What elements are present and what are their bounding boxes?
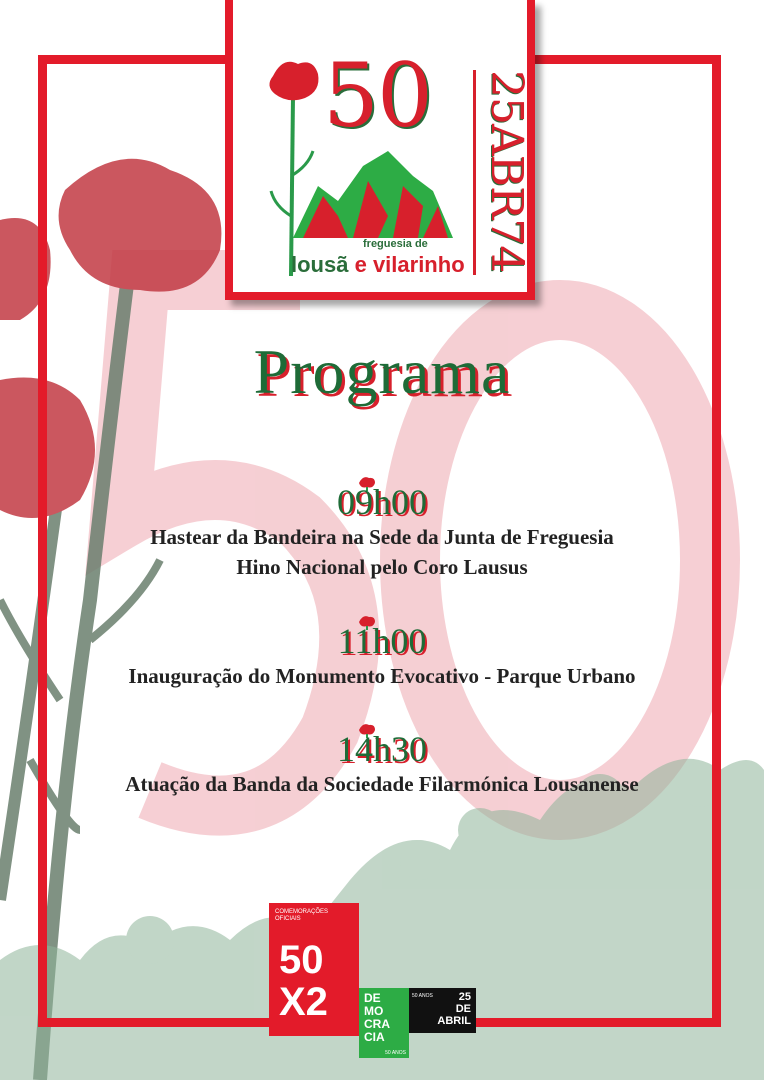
event-description: Inauguração do Monumento Evocativo - Parque Urbano (128, 664, 636, 688)
badge-subtitle (275, 909, 328, 923)
logo-number: 50 (323, 44, 431, 147)
democracia-line: CIA (364, 1030, 385, 1044)
event-description: Hino Nacional pelo Coro Lausus (236, 555, 528, 579)
badge-number-line: X2 (279, 980, 328, 1024)
democracia-badge (359, 988, 409, 1058)
event-description: Hastear da Bandeira na Sede da Junta de Freguesia (150, 525, 614, 549)
logo-divider (473, 70, 476, 275)
democracia-line: MO (364, 1004, 384, 1018)
logo-date-wrap (481, 70, 541, 280)
logo-name-part2: e vilarinho (354, 252, 465, 277)
democracia-line: CRA (364, 1017, 390, 1031)
event-logo (225, 0, 535, 300)
badge-number-line: 50 (279, 938, 324, 982)
event-description: Atuação da Banda da Sociedade Filarmónica Lousanense (125, 772, 639, 796)
event-item (0, 729, 764, 799)
logo-date: 25ABR74 (481, 70, 532, 273)
commemorations-badge (269, 903, 359, 1036)
event-item (0, 621, 764, 691)
date-badge (409, 988, 476, 1033)
badge-subtitle-line: OFICIAIS (275, 916, 301, 922)
page-title: Programa (253, 336, 511, 407)
badge-date (437, 991, 471, 1027)
logo-name-part1: lousã (291, 252, 349, 277)
anos-label: 50 ANOS (385, 1050, 406, 1056)
anos-label: 50 ANOS (412, 993, 433, 999)
democracia-line: DE (364, 991, 381, 1005)
event-time: 14h30 (337, 729, 427, 769)
event-time: 11h00 (337, 621, 427, 661)
logo-parish-name (291, 252, 465, 278)
badge-number (279, 939, 328, 1023)
badge-date-line: ABRIL (437, 1015, 471, 1027)
democracia-text (364, 992, 390, 1044)
badge-date-line: 25 (458, 991, 471, 1003)
logo-freguesia-label: freguesia de (363, 238, 428, 250)
mountain-icon (293, 146, 453, 238)
event-time: 09h00 (337, 482, 427, 522)
badge-subtitle-line: COMEMORAÇÕES (275, 909, 329, 915)
badge-date-line: DE (455, 1003, 471, 1015)
event-item (0, 482, 764, 582)
